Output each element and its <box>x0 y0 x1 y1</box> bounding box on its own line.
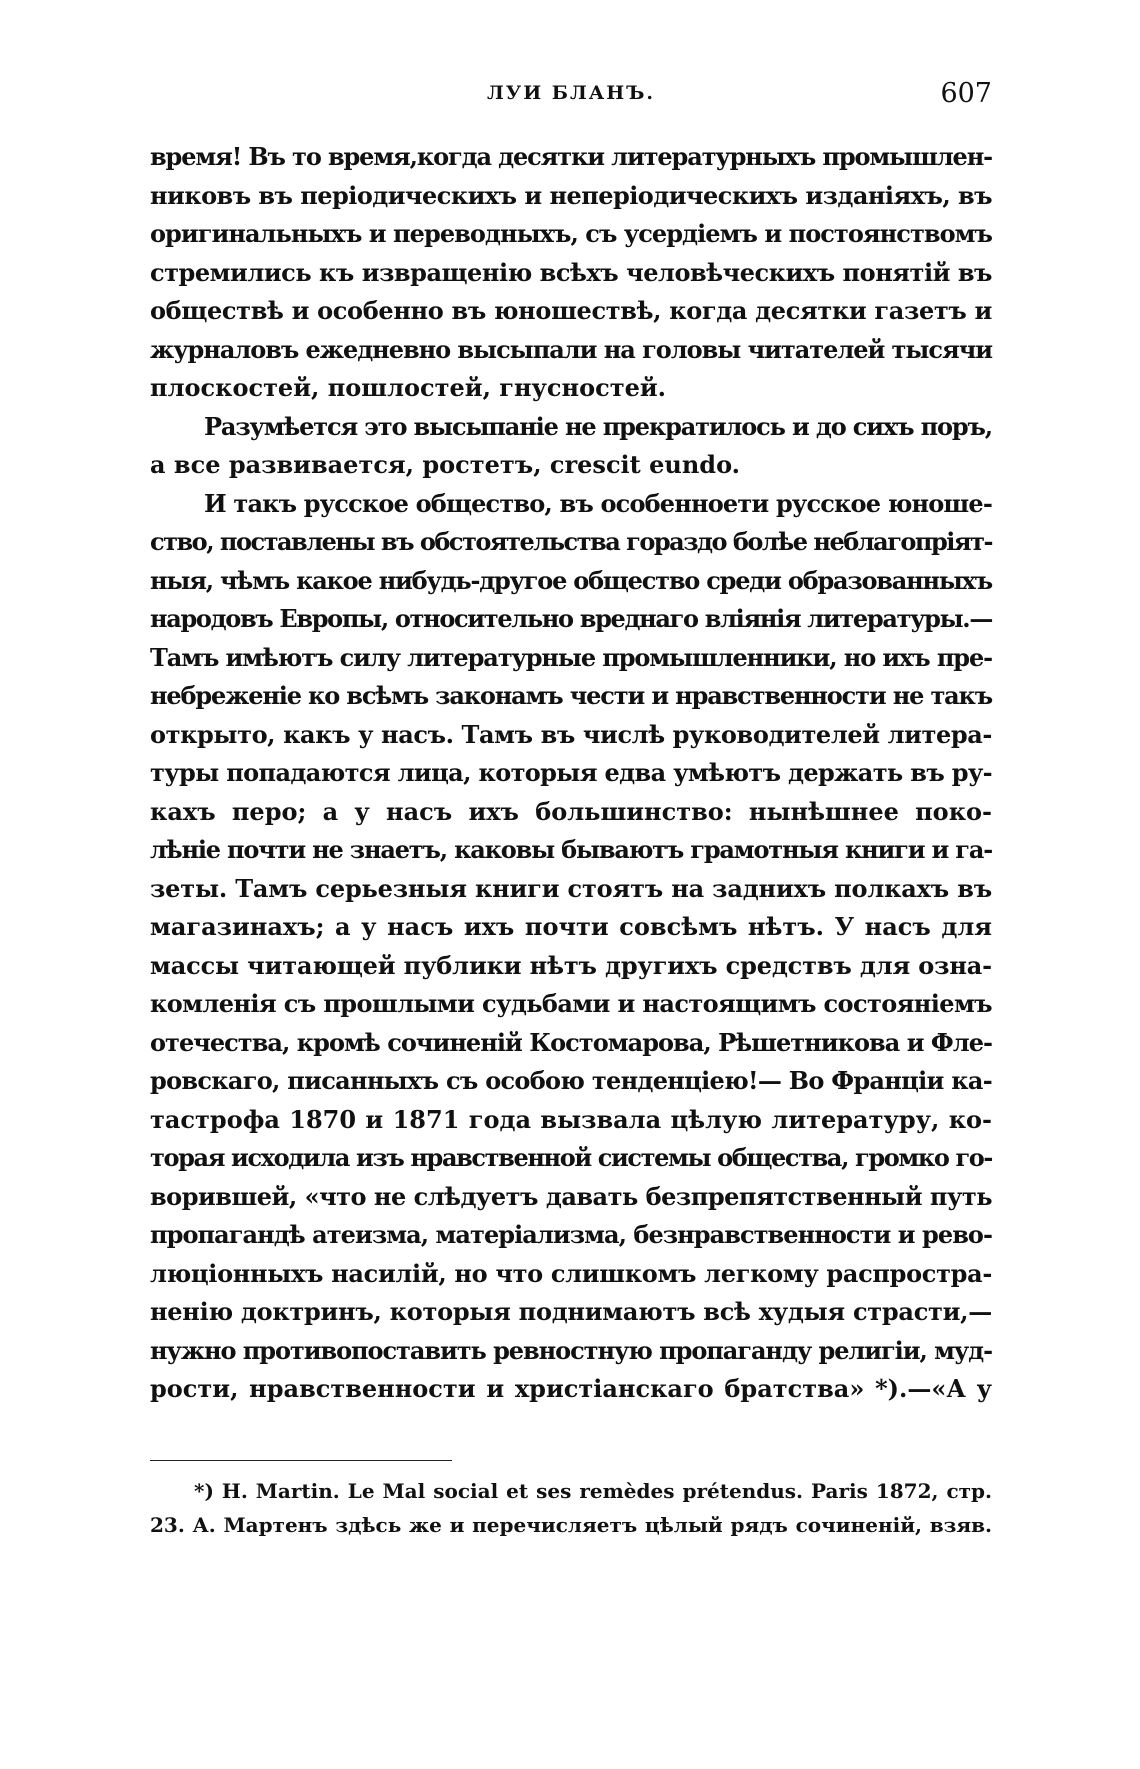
text-line: обществѣ и особенно въ юношествѣ, когда десятки газетъ и <box>150 296 992 325</box>
text-line: ровскаго, писанныхъ съ особою тенденціею!— Во Франціи ка- <box>150 1066 992 1095</box>
text-line: кахъ перо; а у насъ ихъ большинство: нынѣшнее поко- <box>150 796 992 826</box>
footnote-line: *) H. Martin. Le Mal social et ses remèdes prétendus. Paris 1872, стр. <box>194 1479 992 1503</box>
text-line: магазинахъ; а у насъ ихъ почти совсѣмъ нѣтъ. У насъ для <box>150 912 992 941</box>
text-line: тастрофа 1870 и 1871 года вызвала цѣлую литературу, ко- <box>150 1104 992 1134</box>
page-number: 607 <box>940 78 992 109</box>
text-line: Тамъ имѣютъ силу литературные промышленники, но ихъ пре- <box>150 642 992 672</box>
text-line: открыто, какъ у насъ. Тамъ въ числѣ руководителей литера- <box>150 719 992 749</box>
paragraph-1 <box>150 138 992 408</box>
text-line: пропагандѣ атеизма, матеріализма, безнравственности и рево- <box>150 1220 992 1249</box>
text-line: оригинальныхъ и переводныхъ, съ усердіемъ и постоянствомъ <box>150 219 993 248</box>
text-line: время! Въ то время,когда десятки литературныхъ промышлен- <box>150 142 992 171</box>
text-line: И такъ русское общество, въ особенноети русское юноше- <box>204 488 992 518</box>
text-line: стремились къ извращенію всѣхъ человѣческихъ понятій въ <box>150 257 992 287</box>
text-line: массы читающей публики нѣтъ другихъ средствъ для озна- <box>150 950 992 980</box>
running-title: ЛУИ БЛАНЪ. <box>486 82 656 104</box>
text-line: туры попадаются лица, которыя едва умѣютъ держать въ ру- <box>150 758 993 787</box>
footnotes <box>150 1474 992 1542</box>
text-line: никовъ въ періодическихъ и неперіодическихъ изданіяхъ, въ <box>150 180 992 210</box>
footnote-line: 23. А. Мартенъ здѣсь же и перечисляетъ цѣлый рядъ сочиненій, взяв. <box>150 1513 992 1537</box>
text-line: небреженіе ко всѣмъ законамъ чести и нравственности не такъ <box>150 681 993 710</box>
text-line: ство, поставлены въ обстоятельства гораздо болѣе неблагопріят- <box>150 527 992 556</box>
running-header <box>150 78 992 114</box>
text-line: ворившей, «что не слѣдуетъ давать безпрепятственный путь <box>150 1181 993 1211</box>
text-line: зеты. Тамъ серьезныя книги стоятъ на заднихъ полкахъ въ <box>150 873 992 903</box>
text-line: лѣніе почти не знаетъ, каковы бываютъ грамотныя книги и га- <box>150 835 992 864</box>
text-line: комленія съ прошлыми судьбами и настоящимъ состояніемъ <box>150 989 992 1018</box>
text-line: ныя, чѣмъ какое нибудь-другое общество среди образованныхъ <box>150 565 992 595</box>
paragraph-2 <box>150 408 992 485</box>
text-line: нужно противопоставить ревностную пропаганду религіи, муд- <box>150 1335 993 1365</box>
text-line: рости, нравственности и христіанскаго братства» *).—«А у <box>150 1374 992 1403</box>
text-line: ненію доктринъ, которыя поднимаютъ всѣ худыя страсти,— <box>150 1297 992 1326</box>
text-line: Разумѣется это высыпаніе не прекратилось и до сихъ поръ, <box>204 411 992 441</box>
text-line: торая исходила изъ нравственной системы общества, громко го- <box>150 1143 993 1172</box>
text-line: народовъ Европы, относительно вреднаго вліянія литературы.— <box>150 604 993 633</box>
paragraph-3 <box>150 485 992 1409</box>
body-text <box>150 138 992 1409</box>
text-line: плоскостей, пошлостей, гнусностей. <box>150 373 667 402</box>
text-line: люціонныхъ насилій, но что слишкомъ легкому распростра- <box>150 1258 992 1288</box>
text-line: а все развивается, ростетъ, crescit eundo. <box>150 450 741 479</box>
footnote-divider <box>150 1460 452 1461</box>
text-line: журналовъ ежедневно высыпали на головы читателей тысячи <box>150 334 992 364</box>
text-line: отечества, кромѣ сочиненій Костомарова, Рѣшетникова и Фле- <box>150 1027 992 1057</box>
